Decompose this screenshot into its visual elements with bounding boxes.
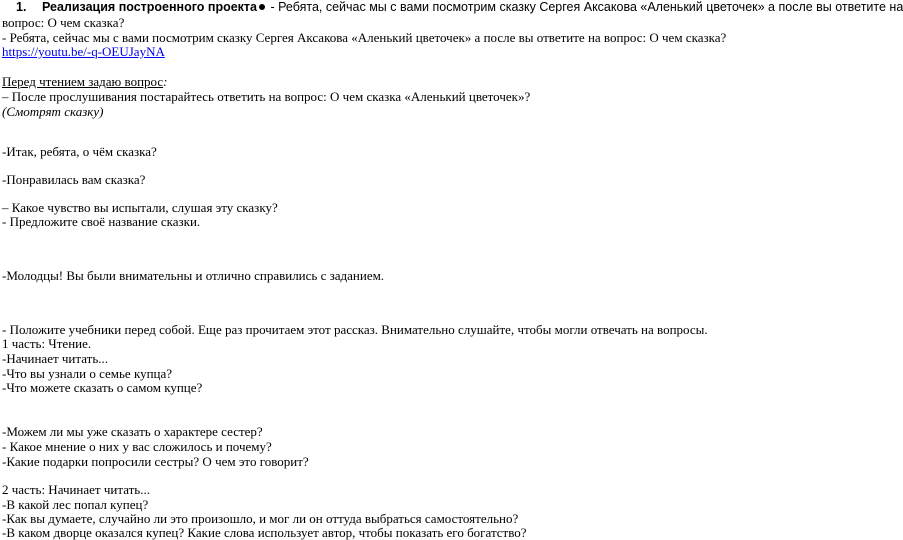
before-reading-colon: : xyxy=(163,74,168,89)
question-6: -Что можете сказать о самом купце? xyxy=(2,380,203,395)
question-11: -Как вы думаете, случайно ли это произошло, и мог ли он оттуда выбраться самостоятельно? xyxy=(2,511,519,526)
video-link[interactable]: https://youtu.be/-q-OEUJayNA xyxy=(2,44,165,59)
question-12: -В каком дворце оказался купец? Какие слова использует автор, чтобы показать его богатство? xyxy=(2,525,527,540)
intro-line: - Ребята, сейчас мы с вами посмотрим сказку Сергея Аксакова «Аленький цветочек» а после вы ответите на вопрос: О чем сказка? xyxy=(2,30,727,45)
heading-text-line2: вопрос: О чем сказка? xyxy=(2,15,125,30)
praise-line: -Молодцы! Вы были внимательны и отлично справились с заданием. xyxy=(2,268,385,283)
question-7: -Можем ли мы уже сказать о характере сестер? xyxy=(2,424,263,439)
instruction-line: - Положите учебники перед собой. Еще раз прочитаем этот рассказ. Внимательно слушайте, чтобы могли отвечать на вопросы. xyxy=(2,322,708,337)
before-reading-text: Перед чтением задаю вопрос xyxy=(2,74,164,89)
watch-note: (Смотрят сказку) xyxy=(2,104,104,119)
question-3: – Какое чувство вы испытали, слушая эту сказку? xyxy=(2,200,278,215)
section-number: 1. xyxy=(16,0,27,14)
question-5: -Что вы узнали о семье купца? xyxy=(2,366,173,381)
part-1-label: 1 часть: Чтение. xyxy=(2,336,92,351)
question-2: -Понравилась вам сказка? xyxy=(2,172,146,187)
start-reading-line: -Начинает читать... xyxy=(2,351,109,366)
bullet-icon xyxy=(259,4,265,10)
heading-text-line1: - Ребята, сейчас мы с вами посмотрим сказку Сергея Аксакова «Аленький цветочек» а после вы ответите на xyxy=(267,0,903,14)
question-9: -Какие подарки попросили сестры? О чем это говорит? xyxy=(2,454,309,469)
before-reading-question: – После прослушивания постарайтесь ответить на вопрос: О чем сказка «Аленький цветочек»? xyxy=(2,89,531,104)
question-8: - Какое мнение о них у вас сложилось и почему? xyxy=(2,439,272,454)
section-title: Реализация построенного проекта xyxy=(42,0,257,14)
part-2-label: 2 часть: Начинает читать... xyxy=(2,482,150,497)
before-reading-label xyxy=(2,74,167,89)
question-1: -Итак, ребята, о чём сказка? xyxy=(2,144,157,159)
question-10: -В какой лес попал купец? xyxy=(2,497,149,512)
section-heading xyxy=(2,0,903,15)
question-4: - Предложите своё название сказки. xyxy=(2,214,201,229)
